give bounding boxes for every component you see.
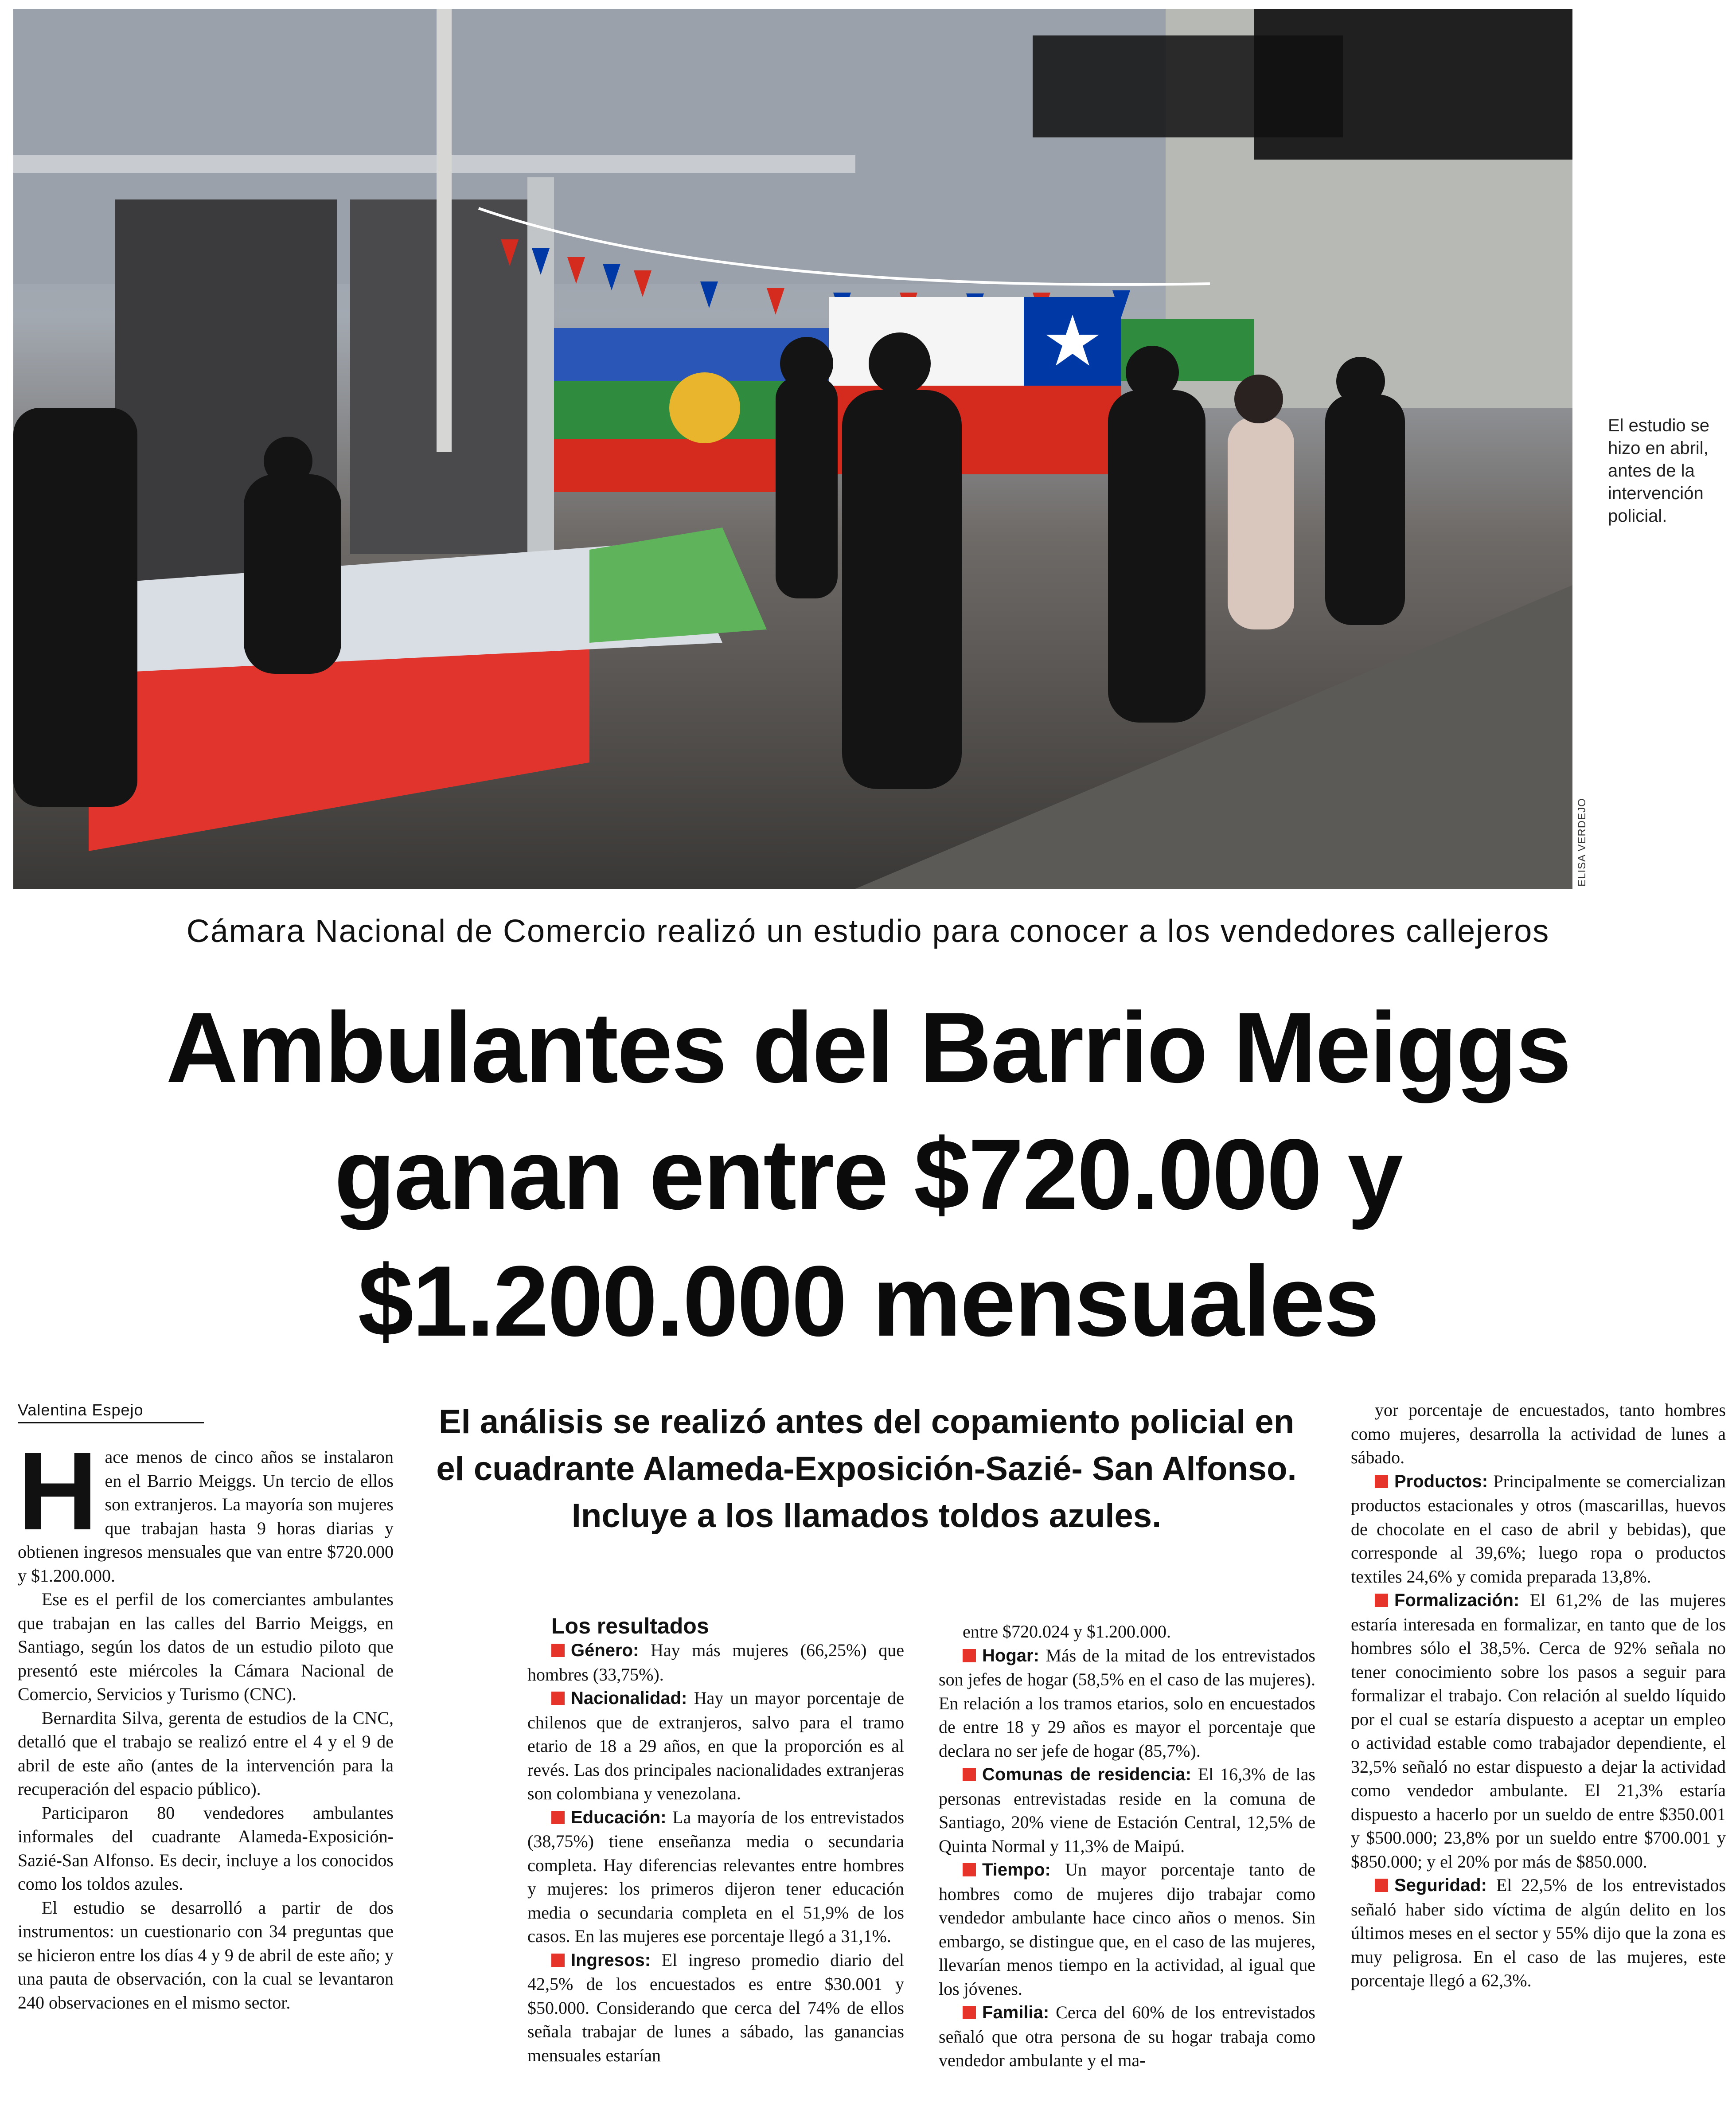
- result-label: Familia:: [982, 2003, 1049, 2022]
- result-label: Género:: [571, 1641, 639, 1660]
- result-ingresos-continued: entre $720.024 y $1.200.000.: [963, 1622, 1171, 1641]
- results-heading: Los resultados: [551, 1614, 709, 1638]
- photo-caption: El estudio se hizo en abril, antes de la intervención policial.: [1608, 416, 1710, 526]
- result-text: El ingreso promedio diario del 42,5% de los encuestados es entre $30.001 y $50.000. Considerando que cerca del 74% de ellos señala trabajar de lunes a sábado, las ganancias mensuales estarían: [527, 1950, 904, 2065]
- result-seguridad: [1351, 1873, 1726, 1993]
- bullet-square: [963, 1863, 976, 1876]
- bullet-square: [963, 2006, 976, 2019]
- result-text: Más de la mitad de los entrevistados son jefes de hogar (58,5% en el caso de las mujeres). En relación a los tramos etarios, solo en encuestados de entre 18 y 29 años es mayor el porcentaje que declara no ser jefe de hogar (85,7%).: [939, 1645, 1316, 1761]
- bullet-square: [1375, 1594, 1388, 1607]
- body-column-1: [18, 1429, 394, 2014]
- drop-cap: H: [18, 1429, 98, 1553]
- body-column-3: [939, 1620, 1315, 2072]
- bullet-square: [963, 1649, 976, 1662]
- result-hogar: [939, 1644, 1315, 1763]
- result-label: Productos:: [1394, 1471, 1488, 1491]
- result-label: Seguridad:: [1394, 1876, 1487, 1895]
- bullet-square: [551, 1692, 565, 1705]
- result-ingresos: [527, 1948, 904, 2067]
- kicker: Cámara Nacional de Comercio realizó un estudio para conocer a los vendedores callejeros: [186, 914, 1550, 949]
- bullet-square: [551, 1954, 565, 1967]
- result-nacionalidad: [527, 1686, 904, 1806]
- byline: Valentina Espejo: [18, 1401, 204, 1423]
- result-text: El 61,2% de las mujeres estaría interesada en formalizar, en tanto que de los hombres sólo el 38,5%. Cerca de 92% señala no tener conocimiento sobre los pasos a seguir para formalizar el trabajo. Con relación al sueldo líquido por el cual se estaría dispuesto a aceptar un empleo o actividad estable como trabajador dependiente, el 32,5% señaló no estar dispuesto a dejar la actividad como vendedor ambulante. El 21,3% estaría dispuesto a hacerlo por un sueldo de entre $350.001 y $500.000; 23,8% por un sueldo entre $700.001 y $850.000; y el 20% por más de $850.000.: [1351, 1590, 1726, 1872]
- result-formalizacion: [1351, 1588, 1726, 1873]
- result-label: Hogar:: [982, 1645, 1039, 1665]
- bullet-square: [551, 1644, 565, 1657]
- result-familia: [939, 2001, 1315, 2072]
- result-label: Tiempo:: [982, 1860, 1051, 1880]
- result-text: Hay más mujeres (66,25%) que hombres (33,75%).: [527, 1640, 905, 1684]
- paragraph-2: Ese es el perfil de los comerciantes ambulantes que trabajan en las calles del Barrio Meiggs, en Santiago, según los datos de un estudio piloto que presentó este miércoles la Cámara Nacional de Comercio, Servicios y Turismo (CNC).: [18, 1589, 394, 1704]
- headline-line-2: ganan entre $720.000 y: [334, 1118, 1402, 1230]
- paragraph-5: El estudio se desarrolló a partir de dos instrumentos: un cuestionario con 34 preguntas que se hicieron entre los días 4 y 9 de abril de este año; y una pauta de observación, con la cual se levantaron 240 observaciones en el mismo sector.: [18, 1897, 394, 2013]
- result-genero: [527, 1638, 904, 1686]
- bullet-square: [1375, 1475, 1388, 1488]
- headline: [0, 984, 1736, 1364]
- bullet-square: [1375, 1879, 1388, 1892]
- photo-credit: ELISA VERDEJO: [1576, 798, 1588, 887]
- bullet-square: [963, 1768, 976, 1781]
- result-label: Comunas de residencia:: [982, 1765, 1191, 1784]
- street-vendors-photo: [13, 9, 1572, 889]
- result-text: Hay un mayor porcentaje de chilenos que de extranjeros, salvo para el tramo etario de 18 a 29 años, en que la proporción es al revés. Las dos principales nacionalidades extranjeras son colombiana y venezolana.: [527, 1688, 905, 1803]
- result-text: El 16,3% de las personas entrevistadas reside en la comuna de Santiago, 20% viene de Estación Central, 12,5% de Quinta Normal y 11,3% de Maipú.: [939, 1764, 1315, 1856]
- result-text: El 22,5% de los entrevistados señaló haber sido víctima de algún delito en los últimos meses en el sector y 55% dijo que la zona es muy peligrosa. En el caso de las mujeres, este porcentaje llegó a 62,3%.: [1351, 1875, 1726, 1990]
- result-text: Un mayor porcentaje tanto de hombres como de mujeres dijo trabajar como vendedor ambulante hace cinco años o menos. Sin embargo, se distingue que, en el caso de las mujeres, llevarían menos tiempo en la actividad, al igual que los jóvenes.: [939, 1860, 1315, 1999]
- body-column-4: [1351, 1398, 1726, 1993]
- result-text: La mayoría de los entrevistados (38,75%) tiene enseñanza media o secundaria completa. Hay diferencias relevantes entre hombres y mujeres: los primeros dijeron tener educación media o secundaria completa en el 51,9% de los casos. En las mujeres ese porcentaje llegó a 31,1%.: [527, 1807, 905, 1946]
- headline-line-3: $1.200.000 mensuales: [358, 1245, 1378, 1357]
- result-label: Ingresos:: [571, 1950, 651, 1970]
- result-educacion: [527, 1806, 904, 1948]
- photo-illustration: [13, 9, 1572, 889]
- bullet-square: [551, 1811, 565, 1824]
- paragraph-3: Bernardita Silva, gerenta de estudios de la CNC, detalló que el trabajo se realizó entre el 4 y el 9 de abril de este año (antes de la intervención para la recuperación del espacio público).: [18, 1708, 394, 1799]
- result-label: Educación:: [571, 1807, 667, 1827]
- result-tiempo: [939, 1858, 1315, 2001]
- paragraph-4: Participaron 80 vendedores ambulantes informales del cuadrante Alameda-Exposición-Sazié-San Alfonso. Es decir, incluye a los conocidos como los toldos azules.: [18, 1802, 394, 1894]
- result-label: Nacionalidad:: [571, 1688, 687, 1708]
- headline-line-1: Ambulantes del Barrio Meiggs: [166, 991, 1570, 1103]
- result-familia-continued: yor porcentaje de encuestados, tanto hombres como mujeres, desarrolla la actividad de lunes a sábado.: [1351, 1400, 1726, 1467]
- body-column-2: [527, 1614, 904, 2067]
- result-text: Principalmente se comercializan productos estacionales y otros (mascarillas, huevos de chocolate en el caso de abril y bebidas), que corresponde al 39,6%; luego ropa o productos textiles 24,6% y comida preparada 13,8%.: [1351, 1471, 1726, 1587]
- paragraph-1-text: ace menos de cinco años se instalaron en el Barrio Meiggs. Un tercio de ellos son extranjeros. La mayoría son mujeres que trabajan hasta 9 horas diarias y obtienen ingresos mensuales que van entre $720.000 y $1.200.000.: [18, 1447, 394, 1586]
- result-comunas: [939, 1763, 1315, 1858]
- deck: El análisis se realizó antes del copamiento policial en el cuadrante Alameda-Exposición-Sazié- San Alfonso. Incluye a los llamados toldos azules.: [436, 1403, 1297, 1535]
- result-label: Formalización:: [1394, 1591, 1520, 1610]
- result-productos: [1351, 1469, 1726, 1589]
- result-text: Cerca del 60% de los entrevistados señaló que otra persona de su hogar trabaja como vendedor ambulante y el ma-: [939, 2002, 1315, 2070]
- paragraph-1: [18, 1429, 394, 1587]
